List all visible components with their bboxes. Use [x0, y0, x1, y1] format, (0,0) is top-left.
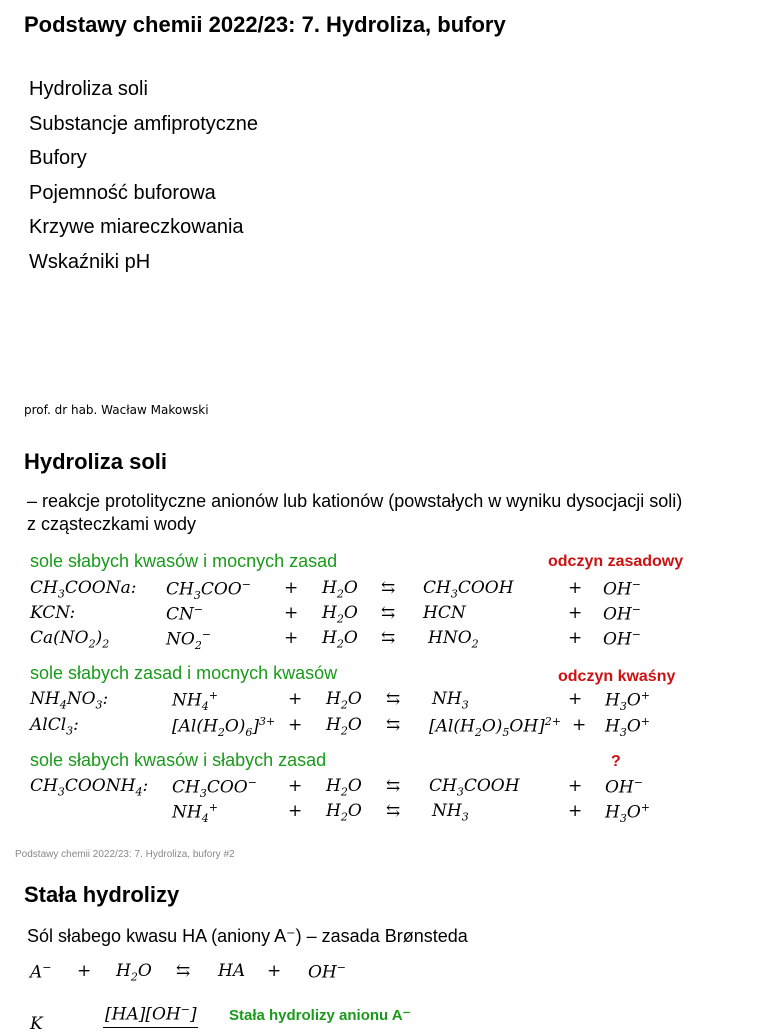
- eq6-arrow: ⇆: [386, 776, 401, 796]
- eq3-plus1: +: [284, 628, 299, 648]
- kh-label: Stała hydrolizy anionu A⁻: [229, 1007, 411, 1024]
- eq6-plus2: +: [568, 776, 583, 796]
- intro-line-2: z cząsteczkami wody: [27, 514, 197, 534]
- eq6-salt: $CH_3COONH_4$:: [30, 776, 149, 799]
- eq3-arrow: ⇆: [381, 628, 396, 648]
- eq6-water: $H_2O$: [326, 776, 362, 799]
- author: prof. dr hab. Wacław Makowski: [24, 403, 209, 417]
- eq7-product: $NH_3$: [432, 801, 469, 824]
- group3-label: sole słabych kwasów i słabych zasad: [30, 750, 327, 770]
- eq5-salt: AlCl$_3$:: [30, 715, 79, 738]
- eq3-product: $HNO_2$: [428, 628, 479, 651]
- intro-line-1: – reakcje protolityczne anionów lub kationów (powstałych w wyniku dysocjacji soli): [27, 491, 683, 511]
- eq7-plus1: +: [288, 801, 303, 821]
- eq3-oh: OH−: [603, 628, 641, 650]
- eq5-arrow: ⇆: [386, 715, 401, 735]
- eq4-product: $NH_3$: [432, 689, 469, 712]
- group2-result: odczyn kwaśny: [558, 668, 676, 685]
- eq1-ion: $CH_3COO^-$: [166, 578, 251, 603]
- eq1-plus2: +: [568, 578, 583, 598]
- eq1-product: $CH_3COOH$: [423, 578, 514, 601]
- eq1-plus1: +: [284, 578, 299, 598]
- eq1-water: $H_2O$: [322, 578, 358, 601]
- eq8-plus2: +: [267, 961, 282, 981]
- eq8-oh: OH−: [308, 961, 346, 983]
- eq5-ion: $[Al(H_2O)_6]^{3+}$: [172, 715, 276, 740]
- eq1-oh: OH−: [603, 578, 641, 600]
- eq7-ion: $NH_4^+$: [172, 801, 218, 826]
- eq1-salt: $CH_3COONa$:: [30, 578, 137, 601]
- eq4-ion: $NH_4^+$: [172, 689, 218, 714]
- eq2-arrow: ⇆: [381, 603, 396, 623]
- group3-result: ?: [611, 753, 621, 770]
- eq2-salt: KCN:: [30, 603, 76, 623]
- eq7-plus2: +: [568, 801, 583, 821]
- eq4-water: $H_2O$: [326, 689, 362, 712]
- eq1-arrow: ⇆: [381, 578, 396, 598]
- section-title-hydroliza: Hydroliza soli: [24, 449, 168, 474]
- group2-label: sole słabych zasad i mocnych kwasów: [30, 663, 338, 683]
- group1-label: sole słabych kwasów i mocnych zasad: [30, 551, 338, 571]
- eq5-product: $[Al(H_2O)_5OH]^{2+}$: [429, 715, 562, 740]
- eq8-arrow: ⇆: [176, 961, 191, 981]
- toc-item-bufory: Bufory: [29, 147, 87, 169]
- toc-item-krzywe: Krzywe miareczkowania: [29, 216, 244, 238]
- eq8-water: $H_2O$: [116, 961, 152, 984]
- eq8-plus1: +: [77, 961, 92, 981]
- toc-item-hydroliza: Hydroliza soli: [29, 78, 148, 100]
- eq5-h3o: $H_3O^+$: [605, 715, 650, 740]
- kh-symbol: K: [30, 1014, 43, 1034]
- eq6-oh: OH−: [605, 776, 643, 798]
- eq3-ion: $NO_2^-$: [166, 628, 212, 653]
- eq4-plus2: +: [568, 689, 583, 709]
- eq3-plus2: +: [568, 628, 583, 648]
- eq6-plus1: +: [288, 776, 303, 796]
- toc-item-amfiprotyczne: Substancje amfiprotyczne: [29, 113, 259, 135]
- eq6-product: $CH_3COOH$: [429, 776, 520, 799]
- toc-item-pojemnosc: Pojemność buforowa: [29, 182, 216, 204]
- eq2-ion: CN−: [166, 603, 204, 625]
- eq7-arrow: ⇆: [386, 801, 401, 821]
- eq8-anion: A−: [30, 961, 52, 983]
- eq3-salt: $Ca(NO_2)_2$: [30, 628, 110, 651]
- eq2-water: $H_2O$: [322, 603, 358, 626]
- eq2-product: HCN: [423, 603, 466, 623]
- toc-item-wskazniki: Wskaźniki pH: [29, 251, 151, 273]
- kh-numerator: [HA][OH−]: [105, 1003, 197, 1025]
- eq3-water: $H_2O$: [322, 628, 358, 651]
- eq7-h3o: $H_3O^+$: [605, 801, 650, 826]
- kh-fraction-line: [103, 1027, 198, 1028]
- slide-footer: Podstawy chemii 2022/23: 7. Hydroliza, bufory #2: [15, 849, 235, 860]
- eq2-plus2: +: [568, 603, 583, 623]
- group1-result: odczyn zasadowy: [548, 553, 684, 570]
- eq4-h3o: $H_3O^+$: [605, 689, 650, 714]
- eq5-plus2: +: [572, 715, 587, 735]
- section-title-stala: Stała hydrolizy: [24, 882, 180, 907]
- eq7-water: $H_2O$: [326, 801, 362, 824]
- eq5-water: $H_2O$: [326, 715, 362, 738]
- eq4-salt: $NH_4NO_3$:: [30, 689, 109, 712]
- eq6-ion: $CH_3COO^-$: [172, 776, 257, 801]
- eq2-oh: OH−: [603, 603, 641, 625]
- eq4-plus1: +: [288, 689, 303, 709]
- page-title: Podstawy chemii 2022/23: 7. Hydroliza, bufory: [24, 12, 506, 37]
- eq4-arrow: ⇆: [386, 689, 401, 709]
- eq2-plus1: +: [284, 603, 299, 623]
- eq5-plus1: +: [288, 715, 303, 735]
- slide3-intro: Sól słabego kwasu HA (aniony A⁻) – zasada Brønsteda: [27, 926, 468, 946]
- eq8-ha: HA: [218, 961, 246, 981]
